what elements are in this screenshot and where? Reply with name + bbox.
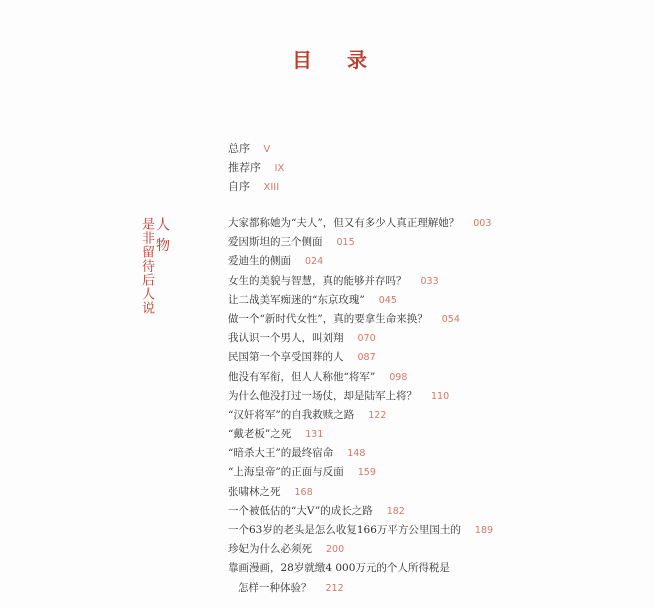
entry-title: 怎样一种体验？: [238, 581, 312, 594]
preface-label: 总序: [228, 142, 250, 155]
entry-title: 爱因斯坦的三个侧面: [228, 236, 323, 249]
toc-entry[interactable]: [228, 406, 648, 425]
toc-entry[interactable]: [228, 559, 648, 578]
toc-entry[interactable]: [228, 348, 648, 367]
preface-item[interactable]: [228, 158, 284, 177]
preface-label: 推荐序: [228, 161, 261, 174]
toc-entry[interactable]: [228, 368, 648, 387]
entry-title: 珍妃为什么必须死: [228, 543, 312, 556]
toc-entry[interactable]: [228, 214, 648, 233]
preface-item[interactable]: [228, 139, 284, 158]
entry-page: 189: [474, 525, 494, 536]
entry-page: 110: [431, 390, 450, 402]
toc-entry[interactable]: [228, 502, 648, 521]
preface-page: IX: [274, 163, 285, 174]
toc-entry[interactable]: [228, 252, 648, 271]
entry-page: 015: [336, 237, 355, 249]
entry-page: 159: [357, 467, 376, 479]
entry-title: 让二战美军痴迷的“东京玫瑰”: [228, 293, 365, 306]
toc-entry-continuation[interactable]: [228, 579, 648, 598]
toc-entry[interactable]: [228, 291, 648, 310]
toc-entry[interactable]: [228, 540, 648, 559]
entry-page: 182: [386, 505, 405, 517]
entry-title: 他没有军衔，但人人称他“将军”: [228, 370, 376, 383]
entry-page: 168: [294, 486, 313, 498]
entry-page: 024: [305, 256, 324, 268]
toc-entry[interactable]: [228, 387, 648, 406]
entry-title: 张啸林之死: [228, 485, 281, 498]
entry-page: 148: [347, 448, 366, 460]
page-title: 目 录: [292, 48, 381, 72]
toc-entry[interactable]: [228, 444, 648, 463]
preface-page: XIII: [263, 182, 280, 193]
toc-entry-list: [228, 214, 648, 598]
entry-title: “暗杀大王”的最终宿命: [228, 447, 334, 460]
entry-page: 087: [357, 352, 376, 364]
entry-title: 靠画漫画，28岁就缴4 000万元的个人所得税是: [228, 562, 450, 575]
toc-entry[interactable]: [228, 463, 648, 482]
entry-title: 民国第一个享受国葬的人: [228, 351, 344, 364]
section-title: [139, 217, 169, 315]
entry-title: 一个被低估的“大V”的成长之路: [228, 504, 373, 517]
preface-page: V: [263, 144, 271, 155]
entry-title: “上海皇帝”的正面与反面: [228, 466, 344, 479]
toc-entry[interactable]: [228, 233, 648, 252]
preface-item[interactable]: [228, 177, 284, 196]
entry-title: 爱迪生的侧面: [228, 255, 291, 268]
preface-label: 自序: [228, 180, 250, 193]
entry-page: 122: [368, 409, 387, 421]
entry-page: 033: [420, 275, 439, 287]
entry-title: 大家都称她为“夫人”，但又有多少人真正理解她？: [228, 217, 460, 229]
entry-title: 一个63岁的老头是怎么收复166万平方公里国土的: [228, 524, 461, 536]
entry-page: 098: [389, 371, 408, 383]
toc-entry[interactable]: [228, 272, 648, 291]
toc-entry[interactable]: [228, 483, 648, 502]
preface-list: [228, 139, 284, 196]
toc-entry[interactable]: [228, 310, 648, 329]
entry-title: 做一个“新时代女性”，真的要拿生命来换？: [228, 312, 428, 325]
section-title-main: 人 物: [154, 217, 170, 253]
toc-entry[interactable]: [228, 425, 648, 444]
entry-page: 003: [473, 218, 492, 229]
entry-page: 131: [305, 429, 324, 441]
toc-entry[interactable]: [228, 521, 648, 540]
entry-title: 为什么他没打过一场仗，却是陆军上将？: [228, 389, 417, 402]
entry-page: 212: [325, 582, 344, 594]
entry-title: 我认识一个男人，叫刘翔: [228, 332, 344, 345]
entry-page: 070: [357, 333, 376, 345]
toc-entry[interactable]: [228, 329, 648, 348]
entry-title: “戴老板”之死: [228, 428, 292, 441]
entry-page: 200: [326, 544, 345, 556]
entry-page: 054: [441, 313, 460, 325]
entry-title: “汉奸将军”的自我救赎之路: [228, 408, 355, 421]
entry-title: 女生的美貌与智慧，真的能够并存吗？: [228, 274, 407, 287]
entry-page: 045: [378, 294, 397, 306]
section-title-sub: 是非留待后人说: [139, 217, 154, 315]
